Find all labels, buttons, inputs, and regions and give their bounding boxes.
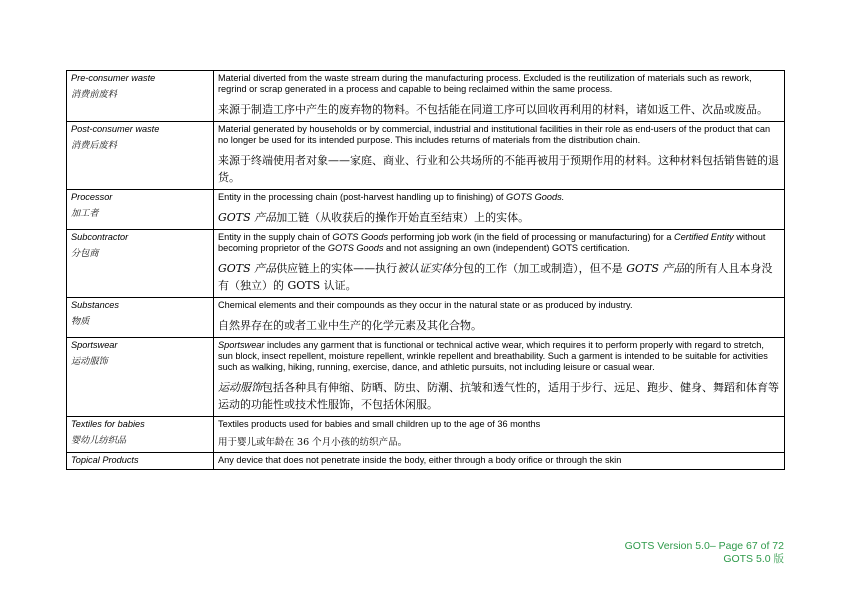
definition-chinese	[218, 209, 780, 226]
definition-text: performing job work (in the field of processing or manufacturing) for a	[388, 232, 675, 242]
definition-chinese: 来源于终端使用者对象——家庭、商业、行业和公共场所的不能再被用于预期作用的材料。这种材料包括销售链的退货。	[218, 154, 779, 184]
table-row	[67, 230, 785, 298]
definition-cell	[214, 338, 785, 417]
emphasis-text: Sportswear	[218, 340, 265, 350]
footer-page-number: GOTS Version 5.0– Page 67 of 72	[624, 540, 784, 552]
table-row	[67, 453, 785, 470]
term-chinese: 分包商	[71, 248, 99, 259]
definition-english: Textiles products used for babies and small children up to the age of 36 months	[218, 419, 541, 429]
term-english: Topical Products	[71, 455, 139, 465]
emphasis-text: 被认证实体	[397, 262, 453, 275]
emphasis-text: GOTS Goods	[327, 243, 384, 253]
term-english: Pre-consumer waste	[71, 73, 156, 83]
term-cell	[67, 122, 214, 190]
term-cell	[67, 417, 214, 453]
definition-chinese: 自然界存在的或者工业中生产的化学元素及其化合物。	[218, 319, 482, 332]
definition-english	[218, 232, 780, 254]
definition-text: 包括各种具有伸缩、防晒、防虫、防潮、抗皱和透气性的，适用于步行、远足、跑步、健身、舞蹈和体育等运动的功能性或技术性服饰，不包括休闲服。	[218, 381, 779, 411]
definition-cell	[214, 298, 785, 338]
footer-version-cn: GOTS 5.0 版	[723, 553, 784, 565]
table-row	[67, 71, 785, 122]
term-english: Post-consumer waste	[71, 124, 160, 134]
definition-text: Entity in the processing chain (post-harvest handling up to finishing) of	[218, 192, 507, 202]
definition-chinese: 来源于制造工序中产生的废弃物的物料。不包括能在同道工序可以回收再利用的材料，诸如返工件、次品或废品。	[218, 103, 768, 116]
definition-english: Material diverted from the waste stream during the manufacturing process. Excluded is the reutilization of materials such as rework, regrind or scrap generated in a process and capable to being reclaimed within the same process.	[218, 73, 752, 94]
definition-text: 加工链（从收获后的操作开始直至结束）上的实体。	[276, 211, 530, 224]
term-cell	[67, 338, 214, 417]
term-chinese: 运动服饰	[71, 356, 108, 367]
term-chinese: 加工者	[71, 208, 99, 219]
definition-cell	[214, 71, 785, 122]
emphasis-text: GOTS 产品	[218, 211, 277, 224]
emphasis-text: GOTS 产品	[626, 262, 685, 275]
term-chinese: 婴幼儿纺织品	[71, 435, 127, 446]
emphasis-text: Certified Entity	[674, 232, 734, 242]
definition-chinese	[218, 379, 780, 413]
definition-cell	[214, 453, 785, 470]
emphasis-text: GOTS 产品	[218, 262, 277, 275]
definition-text: without becoming proprietor of the	[218, 232, 766, 253]
term-english: Textiles for babies	[71, 419, 145, 429]
term-chinese: 消费后废料	[71, 140, 117, 151]
definition-english	[218, 340, 780, 373]
table-row	[67, 122, 785, 190]
term-english: Substances	[71, 300, 120, 310]
definition-text: Entity in the supply chain of	[218, 232, 333, 242]
term-english: Subcontractor	[71, 232, 129, 242]
term-chinese: 消费前废料	[71, 89, 117, 100]
definition-english	[218, 192, 780, 203]
table-row	[67, 417, 785, 453]
term-cell	[67, 190, 214, 230]
definition-english: Material generated by households or by commercial, industrial and institutional facilities in their role as end-users of the product that can no longer be used for its intended purpose. This includes returns of materials from the distribution chain.	[218, 124, 771, 145]
emphasis-text: GOTS Goods.	[506, 192, 565, 202]
definition-cell	[214, 230, 785, 298]
definition-chinese	[218, 260, 780, 294]
term-english: Sportswear	[71, 340, 118, 350]
definition-text: includes any garment that is functional or technical active wear, which requires it to perform properly with regard to stretch, sun block, insect repellent, moisture repellent, wrinkle repellent and breathability. Such a garment is intended to be suitable for activities such as walking, hiking, running, exercise, dance, and athletic pursuits, not including leisure or casual wear.	[218, 340, 768, 372]
definition-english: Chemical elements and their compounds as they occur in the natural state or as produced by industry.	[218, 300, 633, 310]
definition-text: 分包的工作（加工或制造），但不是	[452, 262, 627, 275]
definition-chinese: 用于婴儿或年龄在 36 个月小孩的纺织产品。	[218, 437, 408, 448]
glossary-table	[66, 70, 785, 470]
definition-text: 的所有人且本身没有（独立）的 GOTS 认证。	[218, 262, 773, 292]
definition-cell	[214, 417, 785, 453]
term-english: Processor	[71, 192, 113, 202]
term-cell	[67, 71, 214, 122]
table-row	[67, 298, 785, 338]
term-cell	[67, 298, 214, 338]
term-cell	[67, 453, 214, 470]
definition-cell	[214, 122, 785, 190]
term-chinese: 物质	[71, 316, 90, 327]
definition-text: and not assigning an own (independent) GOTS certification.	[383, 243, 630, 253]
definition-english: Any device that does not penetrate inside the body, either through a body orifice or through the skin	[218, 455, 622, 465]
page-footer	[625, 540, 784, 566]
definition-text: 供应链上的实体——执行	[276, 262, 398, 275]
definition-cell	[214, 190, 785, 230]
emphasis-text: GOTS Goods	[332, 232, 389, 242]
emphasis-text: 运动服饰	[218, 381, 262, 394]
table-row	[67, 338, 785, 417]
term-cell	[67, 230, 214, 298]
table-row	[67, 190, 785, 230]
